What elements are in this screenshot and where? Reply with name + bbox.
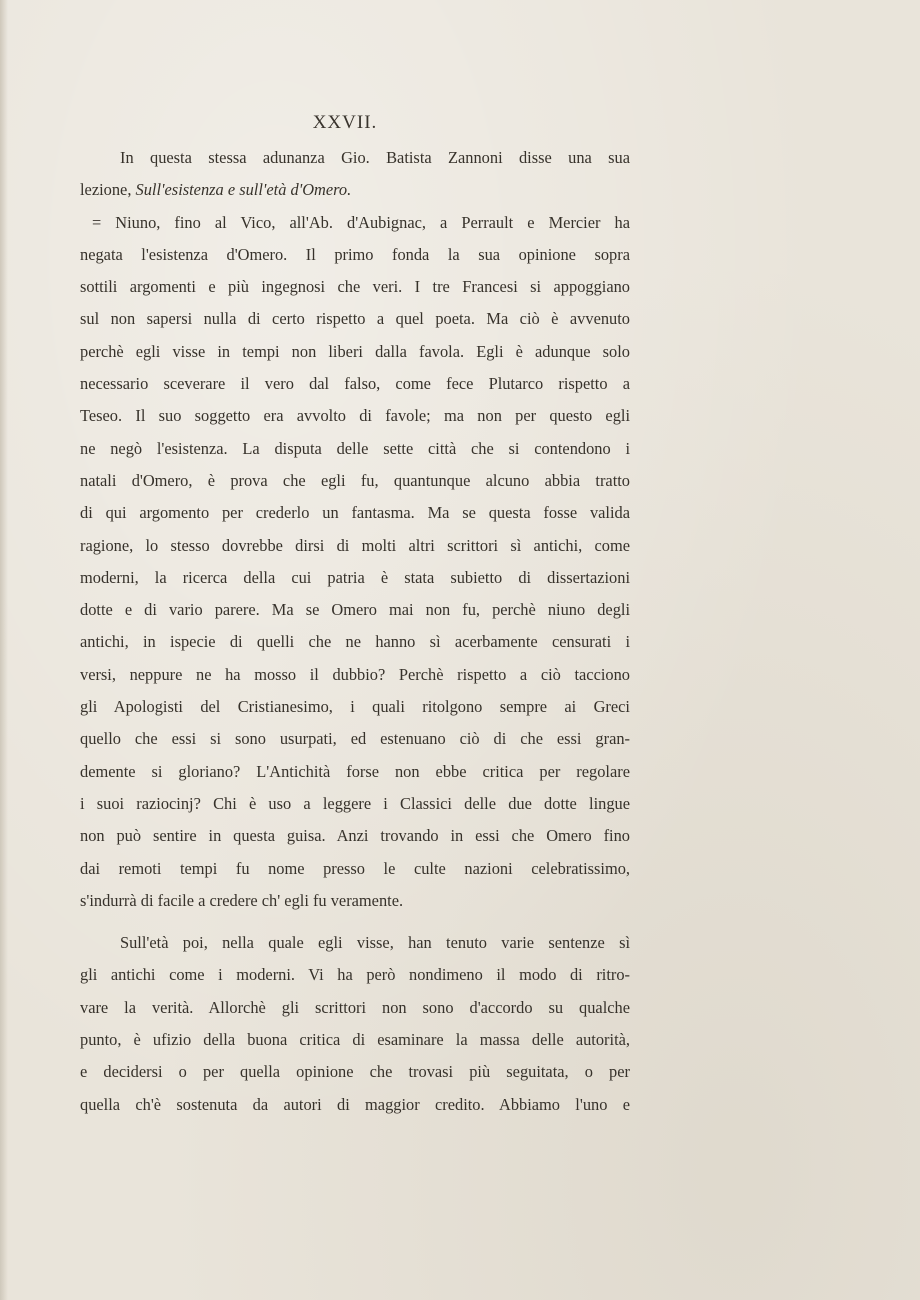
text-line: non può sentire in questa guisa. Anzi trovando in essi che Omero fino xyxy=(80,826,630,846)
text-line: negata l'esistenza d'Omero. Il primo fonda la sua opinione sopra xyxy=(80,244,630,264)
lecture-title: Sull'esistenza e sull'età d'Omero. xyxy=(135,180,352,200)
body-text xyxy=(80,142,630,1121)
text-line: perchè egli visse in tempi non liberi dalla favola. Egli è adunque solo xyxy=(80,341,630,361)
text-line: antichi, in ispecie di quelli che ne hanno sì acerbamente censurati i xyxy=(80,632,630,652)
text-line: dai remoti tempi fu nome presso le culte nazioni celebratissimo, xyxy=(80,858,630,878)
text-line: necessario sceverare il vero dal falso, come fece Plutarco rispetto a xyxy=(80,374,630,394)
text-line: punto, è ufizio della buona critica di esaminare la massa delle autorità, xyxy=(80,1030,630,1050)
text-line: gli Apologisti del Cristianesimo, i quali ritolgono sempre ai Greci xyxy=(80,697,630,717)
text-line: demente si gloriano? L'Antichità forse non ebbe critica per regolare xyxy=(80,761,630,781)
text-line: sul non sapersi nulla di certo rispetto a quel poeta. Ma ciò è avvenuto xyxy=(80,309,630,329)
text-line: gli antichi come i moderni. Vi ha però nondimeno il modo di ritro- xyxy=(80,965,630,985)
text-line: vare la verità. Allorchè gli scrittori non sono d'accordo su qualche xyxy=(80,997,630,1017)
text-line: i suoi raziocinj? Chi è uso a leggere i Classici delle due dotte lingue xyxy=(80,793,630,813)
text-line: ragione, lo stesso dovrebbe dirsi di molti altri scrittori sì antichi, come xyxy=(80,535,630,555)
page-edge-shadow xyxy=(0,0,8,1300)
text-line: ne negò l'esistenza. La disputa delle sette città che si contendono i xyxy=(80,438,630,458)
text-line: sottili argomenti e più ingegnosi che veri. I tre Francesi si appoggiano xyxy=(80,277,630,297)
text-line: Teseo. Il suo soggetto era avvolto di favole; ma non per questo egli xyxy=(80,406,630,426)
title-lead: lezione, xyxy=(80,180,136,200)
text-line: Sull'età poi, nella quale egli visse, han tenuto varie sentenze sì xyxy=(120,933,630,953)
paragraph-gap xyxy=(80,917,630,927)
text-line: moderni, la ricerca della cui patria è stata subietto di dissertazioni xyxy=(80,567,630,587)
text-line: quella ch'è sostenuta da autori di maggior credito. Abbiamo l'uno e xyxy=(80,1094,630,1114)
text-line: dotte e di vario parere. Ma se Omero mai non fu, perchè niuno degli xyxy=(80,600,630,620)
text-line: s'indurrà di facile a credere ch' egli fu veramente. xyxy=(80,890,404,910)
text-line: versi, neppure ne ha mosso il dubbio? Perchè rispetto a ciò tacciono xyxy=(80,664,630,684)
page-number: XXVII. xyxy=(312,112,378,133)
text-line: di qui argomento per crederlo un fantasma. Ma se questa fosse valida xyxy=(80,503,630,523)
text-line: = Niuno, fino al Vico, all'Ab. d'Aubignac, a Perrault e Mercier ha xyxy=(92,212,630,232)
text-line: In questa stessa adunanza Gio. Batista Zannoni disse una sua xyxy=(120,148,630,167)
text-line: natali d'Omero, è prova che egli fu, quantunque alcuno abbia tratto xyxy=(80,470,630,490)
text-line: quello che essi si sono usurpati, ed estenuano ciò di che essi gran- xyxy=(80,729,630,749)
text-line: e decidersi o per quella opinione che trovasi più seguitata, o per xyxy=(80,1062,630,1082)
text-line xyxy=(80,174,630,206)
